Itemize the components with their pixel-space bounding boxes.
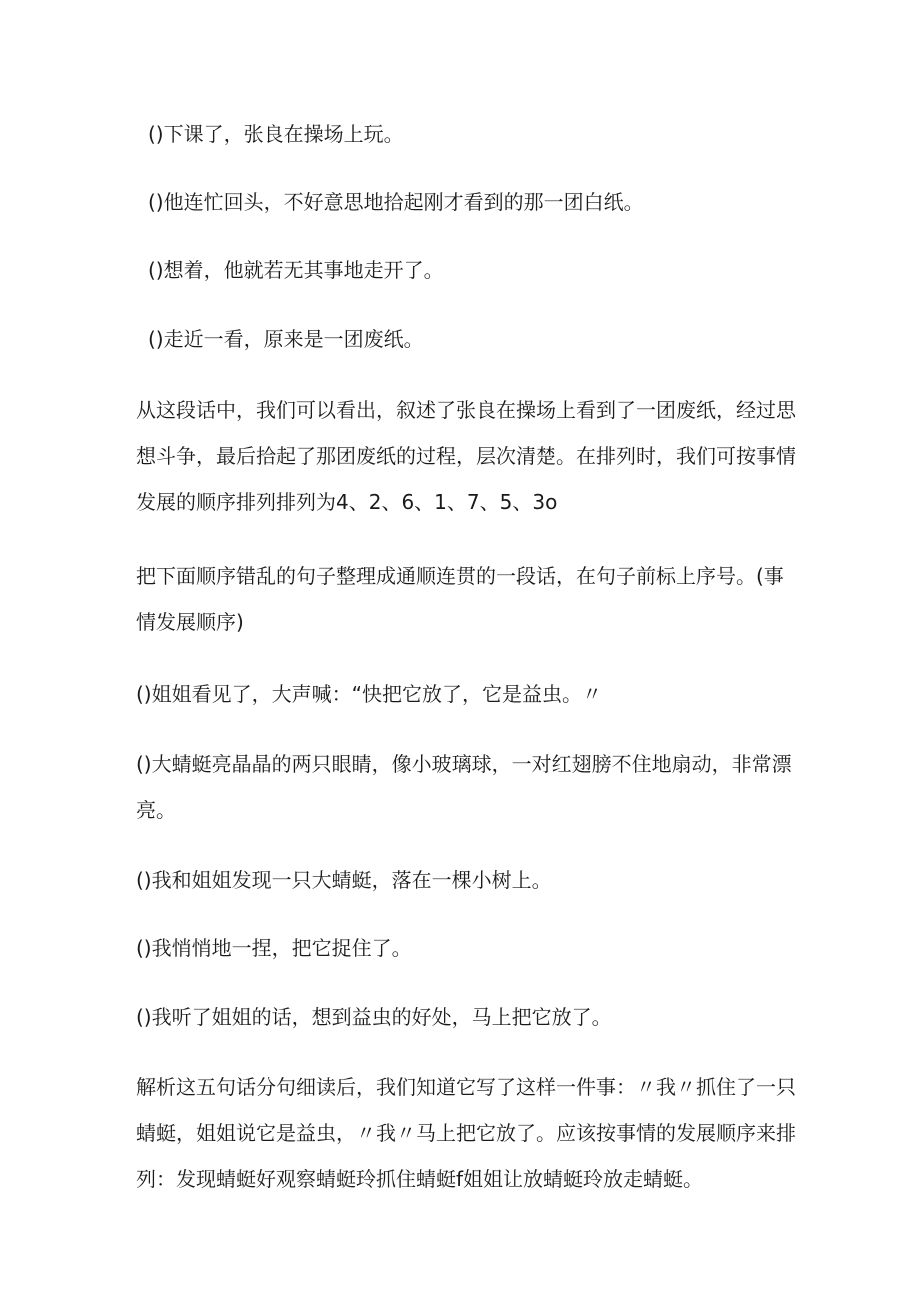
intro-item-1: ()下课了，张良在操场上玩。: [148, 122, 404, 146]
exercise-item-1: ()姐姐看见了，大声喊：“快把它放了，它是益虫。〃: [136, 682, 602, 706]
exercise-item-5: ()我听了姐姐的话，想到益虫的好处，马上把它放了。: [136, 1005, 612, 1029]
exercise-item-3: ()我和姐姐发现一只大蜻蜓，落在一棵小树上。: [136, 868, 552, 892]
analysis-paragraph-2: 解析这五句话分句细读后，我们知道它写了这样一件事：〃我〃抓住了一只蜻蜓，姐姐说它是益虫，〃我〃马上把它放了。应该按事情的发展顺序来排列：发现蜻蜓好观察蜻蜓玲抓住蜻蜓f姐姐让放蜻蜓玲放走蜻蜓。: [136, 1075, 796, 1191]
analysis-paragraph-1: 从这段话中，我们可以看出，叙述了张良在操场上看到了一团废纸，经过思想斗争，最后拾起了那团废纸的过程，层次清楚。在排列时，我们可按事情发展的顺序排列排列为4、2、6、1、7、5、3o: [136, 398, 796, 514]
intro-item-2: ()他连忙回头，不好意思地拾起刚才看到的那一团白纸。: [148, 190, 644, 214]
exercise-prompt: 把下面顺序错乱的句子整理成通顺连贯的一段话，在句子前标上序号。(事情发展顺序): [136, 564, 784, 634]
exercise-item-4: ()我悄悄地一捏，把它捉住了。: [136, 936, 412, 960]
intro-item-4: ()走近一看，原来是一团废纸。: [148, 327, 424, 351]
intro-item-3: ()想着，他就若无其事地走开了。: [148, 258, 444, 282]
exercise-item-2: ()大蜻蜓亮晶晶的两只眼睛，像小玻璃球，一对红翅膀不住地扇动，非常漂亮。: [136, 752, 792, 822]
